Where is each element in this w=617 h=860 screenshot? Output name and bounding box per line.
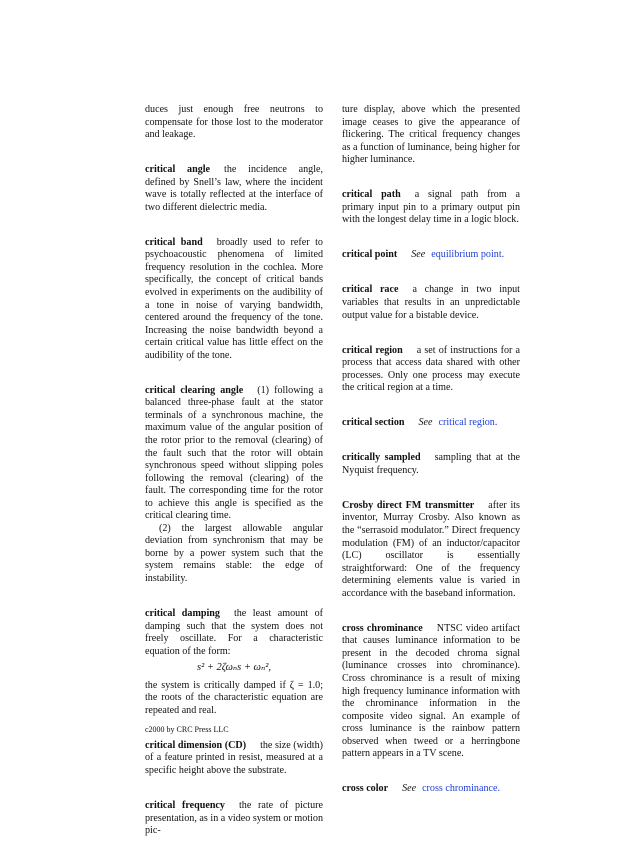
entry-cross-chrominance <box>342 623 520 761</box>
see-label: See <box>411 249 426 261</box>
entry-critical-path <box>342 189 520 227</box>
entry-crosby-direct-fm-transmitter <box>342 500 520 600</box>
entry-critical-section <box>342 417 520 430</box>
entry-critical-angle <box>145 164 323 214</box>
continuation-text: duces just enough free neutrons to compensate for those lost to the moderator and leakage. <box>145 104 323 141</box>
xref-cross-chrominance-link[interactable]: cross chrominance. <box>422 783 500 795</box>
entry-critical-race <box>342 284 520 322</box>
term-critical-angle: critical angle <box>145 164 211 176</box>
definition-critical-race: a change in two input variables that results in an unpredictable output value for a bistable device. <box>342 284 520 321</box>
definition-critical-clearing-angle-2: (2) the largest allowable angular deviation from synchronism that may be borne by a power system such that the system remains stable: the edge of instability. <box>145 522 323 584</box>
term-critical-region: critical region <box>342 344 403 356</box>
definition-critical-dimension: the size (width) of a feature printed in resist, measured at a specific height above the substrate. <box>145 739 323 777</box>
term-cross-chrominance: cross chrominance <box>342 622 423 634</box>
definition-critical-path: a signal path from a primary input pin to a primary output pin with the longest delay time in a logic block. <box>342 189 520 226</box>
entry-critical-dimension <box>145 740 323 778</box>
characteristic-equation: s² + 2ζωₙs + ωₙ², <box>196 662 271 674</box>
copyright-footer: c2000 by CRC Press LLC <box>145 725 229 734</box>
term-critical-path: critical path <box>342 189 401 201</box>
term-crosby-direct-fm-transmitter: Crosby direct FM transmitter <box>342 499 475 511</box>
left-column <box>145 104 323 860</box>
definition-critical-clearing-angle-1: (1) following a balanced three-phase fault at the stator terminals of a synchronous machine, the maximum value of the angular position of the rotor prior to the removal (clearing) of the fault such that the rotor will obtain synchronous speed without slipping poles following the removal (clearing) of the fault. The corresponding time for the rotor to achieve this angle is specified as the critical clearing time. <box>145 384 323 522</box>
entry-critical-point <box>342 249 520 262</box>
definition-critical-angle: the incidence angle, defined by Snell’s law, where the incident wave is totally reflected at the interface of two different dielectric media. <box>145 164 323 213</box>
entry-critical-damping <box>145 608 323 717</box>
definition-critical-frequency: the rate of picture presentation, as in a video system or motion pic- <box>145 800 323 837</box>
term-critical-frequency: critical frequency <box>145 800 225 812</box>
term-critical-point: critical point <box>342 249 398 261</box>
continued-text: ture display, above which the presented image ceases to give the appearance of flickering. The critical frequency changes as a function of luminance, being higher for higher luminance. <box>342 104 520 166</box>
see-label: See <box>418 417 433 429</box>
entry-cross-color <box>342 783 520 796</box>
definition-critical-damping-continued: the system is critically damped if ζ = 1.0; the roots of the characteristic equation are repeated and real. <box>145 679 323 716</box>
term-cross-color: cross color <box>342 783 389 795</box>
entry-critical-band <box>145 237 323 362</box>
right-column <box>342 104 520 818</box>
term-critically-sampled: critically sampled <box>342 452 421 464</box>
definition-cross-chrominance: NTSC video artifact that causes luminance information to be present in the decoded chroma signal (luminance crosses into chrominance). Cross chrominance is a result of mixing high frequency luminance information with the chrominance information in the composite video signal. An example of cross luminance is the rainbow pattern observed when tweed or a herringbone pattern appears in a TV scene. <box>342 622 520 760</box>
xref-critical-region-link[interactable]: critical region. <box>438 417 498 429</box>
term-critical-band: critical band <box>145 236 203 248</box>
definition-critically-sampled: sampling that at the Nyquist frequency. <box>342 452 520 476</box>
entry-critical-region <box>342 345 520 395</box>
definition-crosby-direct-fm-transmitter: after its inventor, Murray Crosby. Also known as the “serrasoid modulator.” Direct frequency modulation (FM) of an inductor/capacitor (LC) oscillator is essentially straightforward: One of the frequency determining elements value is varied in accordance with the baseband information. <box>342 499 520 599</box>
term-critical-dimension: critical dimension (CD) <box>145 739 247 751</box>
definition-critical-band: broadly used to refer to psychoacoustic phenomena of limited frequency resolution in the cochlea. More specifically, the concept of critical bands evolved in experiments on the audibility of a tone in noise of varying bandwidth, centered around the frequency of the tone. Increasing the noise bandwidth beyond a certain critical value has little effect on the audibility of the tone. <box>145 236 323 361</box>
entry-critically-sampled <box>342 452 520 477</box>
entry-critical-frequency <box>145 800 323 838</box>
definition-critical-damping: the least amount of damping such that the system does not freely oscillate. For a characteristic equation of the form: <box>145 608 323 657</box>
term-critical-damping: critical damping <box>145 608 220 620</box>
entry-critical-frequency-continued <box>342 104 520 167</box>
term-critical-clearing-angle: critical clearing angle <box>145 384 244 396</box>
xref-equilibrium-point-link[interactable]: equilibrium point. <box>431 249 505 261</box>
definition-critical-region: a set of instructions for a process that access data shared with other processes. Only one process may execute the critical region at a time. <box>342 344 520 394</box>
term-critical-race: critical race <box>342 284 399 296</box>
see-label: See <box>402 783 417 795</box>
entry-continuation <box>145 104 323 142</box>
entry-critical-clearing-angle <box>145 385 323 586</box>
term-critical-section: critical section <box>342 417 405 429</box>
